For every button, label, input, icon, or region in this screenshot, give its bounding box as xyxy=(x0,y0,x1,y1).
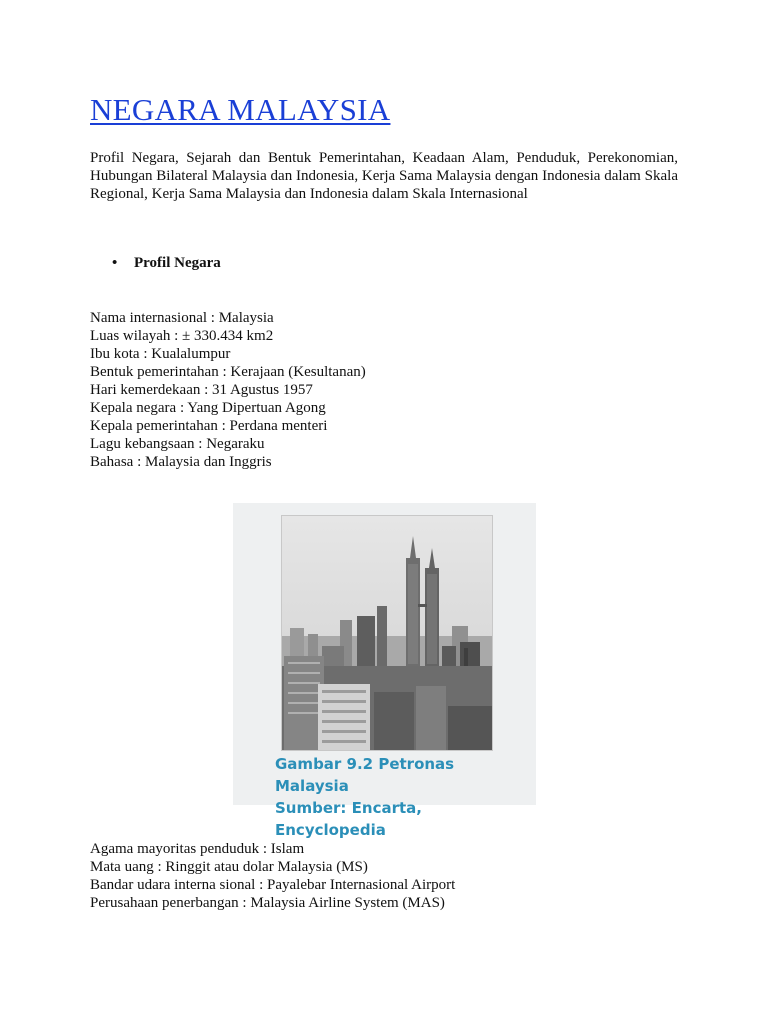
list-item: Bentuk pemerintahan : Kerajaan (Kesultanan) xyxy=(90,364,366,380)
caption-line-2: Sumber: Encarta, Encyclopedia xyxy=(275,799,422,839)
more-info-list xyxy=(90,840,455,912)
list-item: Lagu kebangsaan : Negaraku xyxy=(90,436,265,452)
list-item: Luas wilayah : ± 330.434 km2 xyxy=(90,328,274,344)
caption-line-1: Gambar 9.2 Petronas Malaysia xyxy=(275,755,455,795)
list-item: Hari kemerdekaan : 31 Agustus 1957 xyxy=(90,382,313,398)
profile-list xyxy=(90,309,366,471)
list-item: Agama mayoritas penduduk : Islam xyxy=(90,841,305,857)
bullet-item-profil xyxy=(112,254,221,272)
petronas-towers-photo xyxy=(281,515,493,751)
intro-paragraph: Profil Negara, Sejarah dan Bentuk Pemerintahan, Keadaan Alam, Penduduk, Perekonomian, Hubungan Bilateral Malaysia dan Indonesia, Kerja Sama Malaysia dengan Indonesia dalam Skala Regional, Kerja Sama Malaysia dan Indonesia dalam Skala Internasional xyxy=(90,150,678,202)
page-title[interactable]: NEGARA MALAYSIA xyxy=(90,92,391,127)
list-item: Bandar udara interna sional : Payalebar Internasional Airport xyxy=(90,877,456,893)
list-item: Perusahaan penerbangan : Malaysia Airline System (MAS) xyxy=(90,895,445,911)
figure-caption xyxy=(275,753,530,841)
list-item: Nama internasional : Malaysia xyxy=(90,310,274,326)
figure-petronas xyxy=(233,503,536,839)
list-item: Kepala negara : Yang Dipertuan Agong xyxy=(90,400,326,416)
list-item: Mata uang : Ringgit atau dolar Malaysia (MS) xyxy=(90,859,368,875)
bullet-label: Profil Negara xyxy=(134,255,221,271)
bullet-icon: • xyxy=(112,255,118,271)
list-item: Bahasa : Malaysia dan Inggris xyxy=(90,454,272,470)
list-item: Kepala pemerintahan : Perdana menteri xyxy=(90,418,328,434)
list-item: Ibu kota : Kualalumpur xyxy=(90,346,231,362)
